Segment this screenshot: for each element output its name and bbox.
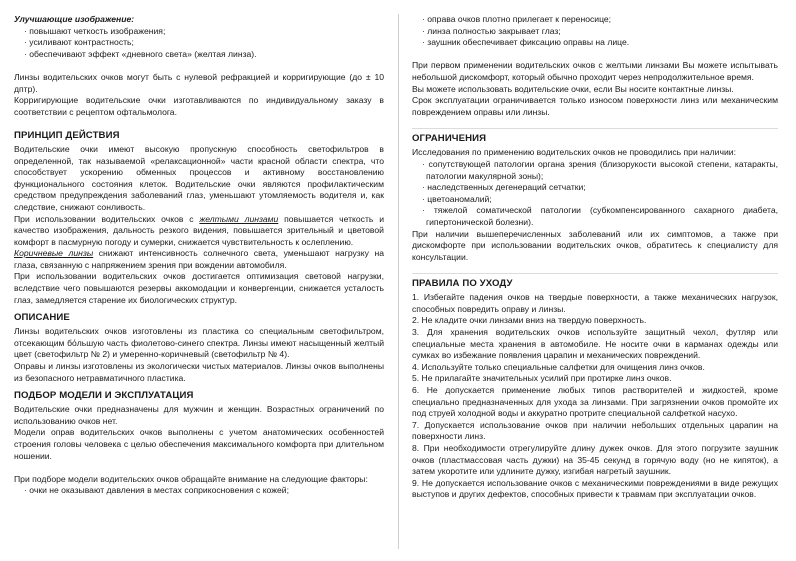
limits-item: · цветоаномалий;	[422, 193, 492, 204]
benefit-item: · обеспечивают эффект «дневного света» (желтая линза).	[24, 48, 257, 59]
care-item: 5. Не прилагайте значительных усилий при протирке линз очков.	[412, 373, 672, 384]
audience-paragraph: Водительские очки предназначены для мужчин и женщин. Возрастных ограничений по использованию очков нет.	[14, 404, 384, 426]
selection-factors-paragraph: При подборе модели водительских очков обращайте внимание на следующие факторы:	[14, 473, 368, 484]
light-load-paragraph: При использовании водительских очков достигается оптимизация световой нагрузки, вследствие чего повышаются резервы аккомодации и конвергенции, снижается усталость глаз, замедляется старение их биологических структур.	[14, 271, 384, 305]
benefits-title: Улучшающие изображение:	[14, 14, 135, 24]
selection-factor-item: · очки не оказывают давления в местах соприкосновения с кожей;	[24, 485, 289, 496]
right-column	[412, 14, 778, 501]
yellow-lens-paragraph: При использовании водительских очков с желтыми линзами повышается четкость и качество изображения, дальность резкого видения, повышается зрительный и цветовой комфорт в пасмурную погоду и сумерки, снижается чувствительность к ослеплению.	[14, 213, 385, 247]
care-item: 4. Используйте только специальные салфетки для очищения линз очков.	[412, 361, 705, 372]
care-item: 7. Допускается использование очков при наличии небольших отдельных царапин на поверхности линз.	[412, 419, 778, 442]
first-use-paragraph: При первом применении водительских очков с желтыми линзами Вы можете испытывать небольшой дискомфорт, который обычно проходит через непродолжительное время.	[412, 60, 778, 82]
brown-lens-term: Коричневые линзы	[14, 248, 94, 259]
care-item: 3. Для хранения водительских очков используйте защитный чехол, футляр или специальные места хранения в автомобиле. Не носите очки в карманах одежды или сумках во избежание появления царапин и механических повреждений.	[412, 327, 778, 361]
section-heading-description: ОПИСАНИЕ	[14, 312, 70, 324]
care-item: 9. Не допускается использование очков с механическими повреждениями в виде режущих выступов и других дефектов, способных привести к травмам при эксплуатации очков.	[412, 477, 778, 500]
section-heading-principle: ПРИНЦИП ДЕЙСТВИЯ	[14, 129, 120, 141]
frame-models-paragraph: Модели оправ водительских очков выполнены с учетом анатомических особенностей строения головы человека с целью обеспечения максимального комфорта при длительном ношении.	[14, 427, 384, 461]
left-column	[14, 14, 384, 497]
service-life-paragraph: Срок эксплуатации ограничивается только износом поверхности линз или механическим повреждением оправы или линзы.	[412, 95, 778, 117]
benefit-item: · усиливают контрастность;	[24, 37, 134, 48]
care-item: 2. Не кладите очки линзами вниз на твердую поверхность.	[412, 315, 647, 326]
limits-outro: При наличии вышеперечисленных заболеваний или их симптомов, а также при дискомфорте при использовании водительских очков, обратитесь к специалисту для консультации.	[412, 228, 778, 262]
column-divider	[398, 14, 399, 549]
yellow-lens-term: желтыми линзами	[199, 213, 279, 224]
materials-paragraph: Оправы и линзы изготовлены из экологически чистых материалов. Линзы очков выполнены из безопасного нетравматичного пластика.	[14, 361, 384, 383]
section-divider	[412, 273, 778, 274]
limits-item: · сопутствующей патологии органа зрения (близорукости высокой степени, катаракты, патологии макулярной зоны);	[422, 158, 778, 181]
refraction-paragraph: Линзы водительских очков могут быть с нулевой рефракцией и корригирующие (до ± 10 дптр).	[14, 71, 384, 94]
limits-item: · наследственных дегенераций сетчатки;	[422, 182, 586, 193]
section-heading-care: ПРАВИЛА ПО УХОДУ	[412, 278, 513, 290]
care-item: 8. При необходимости отрегулируйте длину дужек очков. Для этого погрузите заушник очков (пластмассовая часть дужки) на 35-45 секунд в горячую воду (но не кипяток), а затем укоротите или удлините дужку, изгибая нагретый заушник.	[412, 443, 778, 477]
selection-factor-item: · заушник обеспечивает фиксацию оправы на лице.	[422, 37, 630, 48]
selection-factor-item: · линза полностью закрывает глаз;	[422, 25, 561, 36]
limits-intro: Исследования по применению водительских очков не проводились при наличии:	[412, 147, 736, 158]
description-paragraph: Линзы водительских очков изготовлены из пластика со специальным светофильтром, отсекающим бόльшую часть фиолетово-синего спектра. Линзы имеют насыщенный желтый цвет (светофильтр № 2) и умеренно-коричневый (светофильтр № 4).	[14, 326, 384, 360]
corrective-paragraph: Корригирующие водительские очки изготавливаются по индивидуальному заказу в соответствии с рецептом офтальмолога.	[14, 95, 384, 117]
contact-lens-paragraph: Вы можете использовать водительские очки, если Вы носите контактные линзы.	[412, 83, 734, 94]
selection-factor-item: · оправа очков плотно прилегает к переносице;	[422, 14, 612, 24]
care-item: 6. Не допускается применение любых типов растворителей и жидкостей, кроме специально предназначенных для ухода за линзами. При загрязнении очков промойте их под струей холодной воды и аккуратно протрите специальной салфеткой насухо.	[412, 385, 778, 419]
brown-lens-paragraph: Коричневые линзы снижают интенсивность солнечного света, уменьшают нагрузку на глаза, связанную с напряжением зрения при вождении автомобиля.	[14, 248, 384, 270]
section-heading-limits: ОГРАНИЧЕНИЯ	[412, 133, 487, 145]
benefit-item: · повышают четкость изображения;	[24, 25, 166, 36]
care-item: 1. Избегайте падения очков на твердые поверхности, а также механических нагрузок, способных повредить оправу и линзы.	[412, 292, 778, 314]
principle-paragraph: Водительские очки имеют высокую пропускную способность светофильтров в определенной, так называемой «релаксационной» части красной области спектра, что способствует ускорению обменных процессов и активному восстановлению функционального состояния клеток. Водительские очки являются профилактическим средством предупреждения заболеваний глаз, уменьшают утомляемость водителя и, как следствие, снижают сонливость.	[14, 143, 384, 212]
section-heading-selection: ПОДБОР МОДЕЛИ И ЭКСПЛУАТАЦИЯ	[14, 390, 194, 402]
benefits-list	[14, 26, 384, 61]
limits-item: · тяжелой соматической патологии (субкомпенсированного сахарного диабета, гипертонической болезни).	[422, 205, 778, 227]
section-divider	[412, 128, 778, 129]
